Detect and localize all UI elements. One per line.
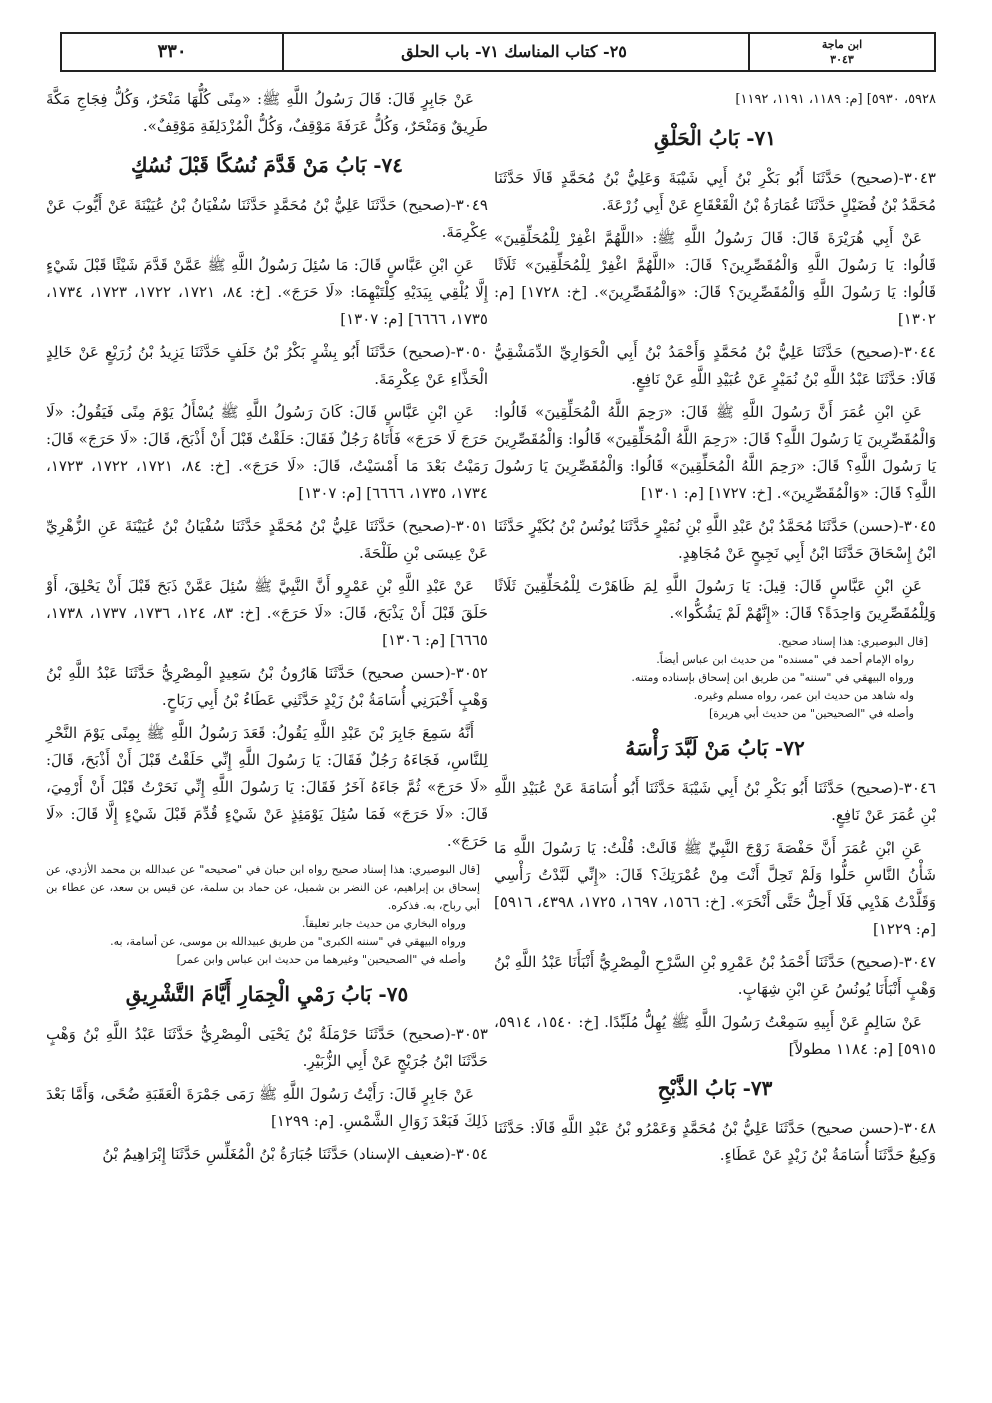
page-header <box>60 32 936 72</box>
hadith-3046-isnad: ٣٠٤٦-(صحيح) حَدَّثَنَا أَبُو بَكْرِ بْنُ أَبِي شَيْبَةَ حَدَّثَنَا أَبُو أُسَامَةَ عَنْ عُبَيْدِ اللَّهِ بْنِ عُمَرَ عَنْ نَافِعٍ. <box>494 779 936 824</box>
hadith-3050-isnad: ٣٠٥٠-(صحيح) حَدَّثَنَا أَبُو بِشْرٍ بَكْرُ بْنُ خَلَفٍ حَدَّثَنَا يَزِيدُ بْنُ زُرَيْعٍ عَنْ خَالِدٍ الْحَذَّاءِ عَنْ عِكْرِمَةَ. <box>46 343 488 388</box>
chapter-title: ٢٥- كتاب المناسك ٧١- باب الحلق <box>401 42 627 61</box>
footnote-line: ورواه البيهقي في "سننه الكبرى" من طريق عبيدالله بن موسى، عن أسامة، به. <box>110 935 466 948</box>
bab-74-title: ٧٤- بَابُ مَنْ قَدَّمَ نُسُكًا قَبْلَ نُسُكٍ <box>131 153 403 177</box>
hadith-3052-footnote <box>46 861 488 969</box>
bab-73-title: ٧٣- بَابُ الذَّبْحِ <box>657 1076 773 1100</box>
hadith-3054-isnad: ٣٠٥٤-(ضعيف الإسناد) حَدَّثَنَا جُبَارَةُ بْنُ الْمُغَلِّسِ حَدَّثَنَا إِبْرَاهِيمُ بْنُ <box>102 1145 488 1163</box>
footnote-line: ورواه البيهقي في "سننه" من طريق ابن إسحاق بإسناده ومتنه. <box>631 671 914 684</box>
hadith-3053-isnad: ٣٠٥٣-(صحيح) حَدَّثَنَا حَرْمَلَةُ بْنُ يَحْيَى الْمِصْرِيُّ حَدَّثَنَا عَبْدُ اللَّهِ بْنُ وَهْبٍ حَدَّثَنَا ابْنُ جُرَيْجٍ عَنْ أَبِي الزُّبَيْرِ. <box>46 1025 488 1070</box>
right-column <box>494 86 936 1175</box>
hadith-3044-isnad: ٣٠٤٤-(صحيح) حَدَّثَنَا عَلِيُّ بْنُ مُحَمَّدٍ وَأَحْمَدُ بْنُ أَبِي الْحَوَارِيِّ الدِّمَشْقِيُّ قَالَا: حَدَّثَنَا عَبْدُ اللَّهِ بْنُ نُمَيْرٍ عَنْ عُبَيْدِ اللَّهِ عَنْ نَافِعٍ. <box>494 343 936 388</box>
hadith-3044-matn: عَنِ ابْنِ عُمَرَ أَنَّ رَسُولَ اللَّهِ ﷺ قَالَ: «رَحِمَ اللَّهُ الْمُحَلِّقِينَ» قَالُوا: وَالْمُقَصِّرِينَ يَا رَسُولَ اللَّهِ؟ قَالَ: «رَحِمَ اللَّهُ الْمُحَلِّقِينَ» قَالُوا: وَالْمُقَصِّرِينَ يَا رَسُولَ اللَّهِ؟ قَالَ: «رَحِمَ اللَّهُ الْمُحَلِّقِينَ» قَالُوا: وَالْمُقَصِّرِينَ يَا رَسُولَ اللَّهِ؟ قَالَ: «وَالْمُقَصِّرِينَ». [خ: ١٧٢٧] [م: ١٣٠١] <box>494 403 936 502</box>
hadith-3043-matn: عَنْ أَبِي هُرَيْرَةَ قَالَ: قَالَ رَسُولُ اللَّهِ ﷺ: «اللَّهُمَّ اغْفِرْ لِلْمُحَلِّقِينَ» قَالُوا: يَا رَسُولَ اللَّهِ وَالْمُقَصِّرِينَ؟ قَالَ: «اللَّهُمَّ اغْفِرْ لِلْمُحَلِّقِينَ» ثَلَاثًا قَالُوا: يَا رَسُولَ اللَّهِ وَالْمُقَصِّرِينَ؟ قَالَ: «وَالْمُقَصِّرِينَ». [خ: ١٧٢٨] [م: ١٣٠٢] <box>494 229 936 328</box>
footnote-line: وله شاهد من حديث ابن عمر، رواه مسلم وغيره. <box>693 689 914 702</box>
footnote-line: وأصله في "الصحيحين" من حديث أبي هريرة] <box>709 707 914 720</box>
hadith-range: ٣٠٤٣ <box>830 53 854 66</box>
footnote-line: وأصله في "الصحيحين" وغيرهما من حديث ابن عباس وابن عمر] <box>176 953 466 966</box>
footnote-line: ورواه البخاري من حديث جابر تعليقاً. <box>301 917 466 930</box>
page-number: ٣٣٠ <box>62 34 284 70</box>
hadith-3043-isnad: ٣٠٤٣-(صحيح) حَدَّثَنَا أَبُو بَكْرِ بْنُ أَبِي شَيْبَةَ وَعَلِيُّ بْنُ مُحَمَّدٍ قَالَا حَدَّثَنَا مُحَمَّدُ بْنُ فُضَيْلٍ حَدَّثَنَا عُمَارَةُ بْنُ الْقَعْقَاعِ عَنْ أَبِي زُرْعَةَ. <box>494 169 936 214</box>
hadith-3048-isnad: ٣٠٤٨-(حسن صحيح) حَدَّثَنَا عَلِيُّ بْنُ مُحَمَّدٍ وَعَمْرُو بْنُ عَبْدِ اللَّهِ قَالَا: حَدَّثَنَا وَكِيعٌ حَدَّثَنَا أُسَامَةُ بْنُ زَيْدٍ عَنْ عَطَاءٍ. <box>494 1119 936 1164</box>
hadith-3049-matn: عَنِ ابْنِ عَبَّاسٍ قَالَ: مَا سُئِلَ رَسُولُ اللَّهِ ﷺ عَمَّنْ قَدَّمَ شَيْئًا قَبْلَ شَيْءٍ إِلَّا يُلْقِي بِيَدَيْهِ كِلْتَيْهِمَا: «لَا حَرَجَ». [خ: ٨٤، ١٧٢١، ١٧٢٢، ١٧٢٣، ١٧٣٤، ١٧٣٥، ٦٦٦٦] [م: ١٣٠٧] <box>46 256 489 328</box>
hadith-continuation-matn: عَنْ جَابِرٍ قَالَ: قَالَ رَسُولُ اللَّهِ ﷺ: «مِنًى كُلُّهَا مَنْحَرٌ، وَكُلُّ فِجَاجِ مَكَّةَ طَرِيقٌ وَمَنْحَرٌ، وَكُلُّ عَرَفَةَ مَوْقِفٌ، وَكُلُّ الْمُزْدَلِفَةِ مَوْقِفٌ». <box>46 90 488 135</box>
hadith-3051-isnad: ٣٠٥١-(صحيح) حَدَّثَنَا عَلِيُّ بْنُ مُحَمَّدٍ حَدَّثَنَا سُفْيَانُ بْنُ عُيَيْنَةَ عَنِ الزُّهْرِيِّ عَنْ عِيسَى بْنِ طَلْحَةَ. <box>46 517 488 562</box>
hadith-3047-matn: عَنْ سَالِمٍ عَنْ أَبِيهِ سَمِعْتُ رَسُولَ اللَّهِ ﷺ يُهِلُّ مُلَبِّدًا. [خ: ١٥٤٠، ٥٩١٤، ٥٩١٥] [م: ١١٨٤ مطولاً] <box>494 1013 936 1058</box>
hadith-3052-isnad: ٣٠٥٢-(حسن صحيح) حَدَّثَنَا هَارُونُ بْنُ سَعِيدٍ الْمِصْرِيُّ حَدَّثَنَا عَبْدُ اللَّهِ بْنُ وَهْبٍ أَخْبَرَنِي أُسَامَةُ بْنُ زَيْدٍ حَدَّثَنِي عَطَاءُ بْنُ أَبِي رَبَاحٍ. <box>46 664 488 709</box>
bab-72-title: ٧٢- بَابُ مَنْ لَبَّدَ رَأْسَهُ <box>625 736 805 760</box>
footnote-line: [قال البوصيري: هذا إسناد صحيح رواه ابن حبان في "صحيحه" عن عبدالله بن محمد الأزدي، عن إسحاق بن إبراهيم، عن النضر بن شميل، عن حماد بن سلمة، عن قيس بن سعد، عن عطاء بن أبي رباح، به. فذكره. <box>46 863 480 912</box>
hadith-3046-matn: عَنِ ابْنِ عُمَرَ أَنَّ حَفْصَةَ زَوْجَ النَّبِيِّ ﷺ قَالَتْ: قُلْتُ: يَا رَسُولَ اللَّهِ مَا شَأْنُ النَّاسِ حَلُّوا وَلَمْ تَحِلَّ أَنْتَ مِنْ عُمْرَتِكَ؟ قَالَ: «إِنِّي لَبَّدْتُ رَأْسِي وَقَلَّدْتُ هَدْيِي فَلَا أَحِلُّ حَتَّى أَنْحَرَ». [خ: ١٥٦٦، ١٦٩٧، ١٧٢٥، ٤٣٩٨، ٥٩١٦] [م: ١٢٢٩] <box>494 839 937 938</box>
hadith-3051-matn: عَنْ عَبْدِ اللَّهِ بْنِ عَمْرٍو أَنَّ النَّبِيَّ ﷺ سُئِلَ عَمَّنْ ذَبَحَ قَبْلَ أَنْ يَحْلِقَ، أَوْ حَلَقَ قَبْلَ أَنْ يَذْبَحَ، قَالَ: «لَا حَرَجَ». [خ: ٨٣، ١٢٤، ١٧٣٦، ١٧٣٧، ١٧٣٨، ٦٦٦٥] [م: ١٣٠٦] <box>46 577 489 649</box>
hadith-3049-isnad: ٣٠٤٩-(صحيح) حَدَّثَنَا عَلِيُّ بْنُ مُحَمَّدٍ حَدَّثَنَا سُفْيَانُ بْنُ عُيَيْنَةَ عَنْ أَيُّوبَ عَنْ عِكْرِمَةَ. <box>46 196 488 241</box>
book-label <box>748 34 934 70</box>
bab-75-title: ٧٥- بَابُ رَمْيِ الْجِمَارِ أَيَّامَ التَّشْرِيقِ <box>125 982 409 1006</box>
hadith-3045-isnad: ٣٠٤٥-(حسن) حَدَّثَنَا مُحَمَّدُ بْنُ عَبْدِ اللَّهِ بْنِ نُمَيْرٍ حَدَّثَنَا يُونُسُ بْنُ بُكَيْرٍ حَدَّثَنَا ابْنُ إِسْحَاقَ حَدَّثَنَا ابْنُ أَبِي نَجِيحٍ عَنْ مُجَاهِدٍ. <box>494 517 936 562</box>
footnote-line: رواه الإمام أحمد في "مسنده" من حديث ابن عباس أيضاً. <box>656 653 914 666</box>
hadith-3053-matn: عَنْ جَابِرٍ قَالَ: رَأَيْتُ رَسُولَ اللَّهِ ﷺ رَمَى جَمْرَةَ الْعَقَبَةِ ضُحًى، وَأَمَّا بَعْدَ ذَلِكَ فَبَعْدَ زَوَالِ الشَّمْسِ. [م: ١٢٩٩] <box>46 1085 488 1130</box>
hadith-3047-isnad: ٣٠٤٧-(صحيح) حَدَّثَنَا أَحْمَدُ بْنُ عَمْرِو بْنِ السَّرْحِ الْمِصْرِيُّ أَنْبَأَنَا عَبْدُ اللَّهِ بْنُ وَهْبٍ أَنْبَأَنَا يُونُسُ عَنِ ابْنِ شِهَابٍ. <box>494 953 936 998</box>
hadith-3045-matn: عَنِ ابْنِ عَبَّاسٍ قَالَ: قِيلَ: يَا رَسُولَ اللَّهِ لِمَ ظَاهَرْتَ لِلْمُحَلِّقِينَ ثَلَاثًا وَلِلْمُقَصِّرِينَ وَاحِدَةً؟ قَالَ: «إِنَّهُمْ لَمْ يَشُكُّوا». <box>494 577 936 622</box>
bab-71-title: ٧١- بَابُ الْحَلْقِ <box>653 126 777 150</box>
left-column <box>46 86 488 1174</box>
hadith-3050-matn: عَنِ ابْنِ عَبَّاسٍ قَالَ: كَانَ رَسُولُ اللَّهِ ﷺ يُسْأَلُ يَوْمَ مِنًى فَيَقُولُ: «لَا حَرَجَ لَا حَرَجَ» فَأَتَاهُ رَجُلٌ فَقَالَ: حَلَقْتُ قَبْلَ أَنْ أَذْبَحَ، قَالَ: «لَا حَرَجَ» قَالَ: رَمَيْتُ بَعْدَ مَا أَمْسَيْتُ، قَالَ: «لَا حَرَجَ». [خ: ٨٤، ١٧٢١، ١٧٢٢، ١٧٢٣، ١٧٣٤، ١٧٣٥، ٦٦٦٦] [م: ١٣٠٧] <box>46 403 489 502</box>
hadith-3052-matn: أَنَّهُ سَمِعَ جَابِرَ بْنَ عَبْدِ اللَّهِ يَقُولُ: قَعَدَ رَسُولُ اللَّهِ ﷺ بِمِنًى يَوْمَ النَّحْرِ لِلنَّاسِ، فَجَاءَهُ رَجُلٌ فَقَالَ: يَا رَسُولَ اللَّهِ إِنِّي حَلَقْتُ قَبْلَ أَنْ أَذْبَحَ، قَالَ: «لَا حَرَجَ» ثُمَّ جَاءَهُ آخَرُ فَقَالَ: يَا رَسُولَ اللَّهِ إِنِّي نَحَرْتُ قَبْلَ أَنْ أَرْمِيَ، قَالَ: «لَا حَرَجَ» فَمَا سُئِلَ يَوْمَئِذٍ عَنْ شَيْءٍ قُدِّمَ قَبْلَ شَيْءٍ إِلَّا قَالَ: «لَا حَرَجَ». <box>46 724 488 850</box>
hadith-3045-footnote <box>494 633 936 723</box>
book-name: ابن ماجة <box>821 38 863 51</box>
top-reference: ٥٩٢٨، ٥٩٣٠] [م: ١١٨٩، ١١٩١، ١١٩٢] <box>735 92 936 107</box>
footnote-line: [قال البوصيري: هذا إسناد صحيح. <box>777 635 928 648</box>
